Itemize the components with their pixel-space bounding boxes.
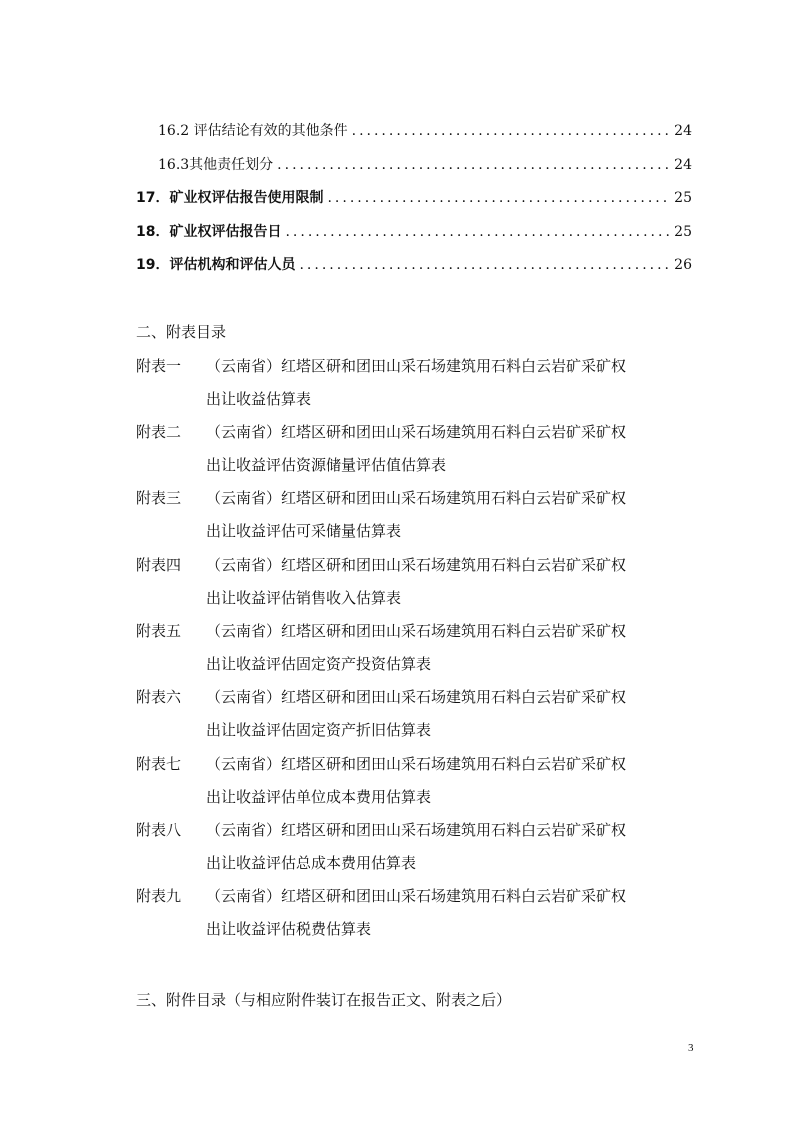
toc-entry-page: 25 [674,224,692,240]
toc-leader-dots [327,190,670,206]
appendix-section-title: 二、附表目录 [136,323,227,341]
toc-entry-label: 18．矿业权评估报告日 [136,224,282,240]
appendix-title-line2: 出让收益评估单位成本费用估算表 [206,788,432,806]
toc-entry-page: 25 [674,190,692,206]
appendix-key: 附表四 [136,556,182,574]
appendix-key: 附表八 [136,821,182,839]
toc-entry-label: 16.2 评估结论有效的其他条件 [158,123,348,139]
page-number: 3 [688,1042,694,1054]
appendix-title-line1: （云南省）红塔区研和团田山采石场建筑用石料白云岩矿采矿权 [206,887,627,905]
appendix-title-line1: （云南省）红塔区研和团田山采石场建筑用石料白云岩矿采矿权 [206,423,627,441]
toc-entry-label: 17．矿业权评估报告使用限制 [136,190,324,206]
toc-entry-label: 16.3其他责任划分 [158,157,274,173]
toc-entry-16-3[interactable] [158,154,692,178]
appendix-title-line2: 出让收益评估可采储量估算表 [206,522,402,540]
appendix-title-line1: （云南省）红塔区研和团田山采石场建筑用石料白云岩矿采矿权 [206,688,627,706]
appendix-key: 附表七 [136,755,182,773]
toc-leader-dots [352,123,671,139]
toc-entry-page: 24 [674,157,692,173]
appendix-key: 附表五 [136,622,182,640]
attachment-section-title: 三、附件目录（与相应附件装订在报告正文、附表之后） [136,991,512,1009]
appendix-title-line2: 出让收益评估税费估算表 [206,920,372,938]
toc-entry-page: 26 [674,257,692,273]
appendix-title-line1: （云南省）红塔区研和团田山采石场建筑用石料白云岩矿采矿权 [206,489,627,507]
appendix-title-line1: （云南省）红塔区研和团田山采石场建筑用石料白云岩矿采矿权 [206,755,627,773]
toc-entry-label: 19．评估机构和评估人员 [136,257,296,273]
toc-entry-17[interactable] [136,187,692,211]
appendix-title-line1: （云南省）红塔区研和团田山采石场建筑用石料白云岩矿采矿权 [206,357,627,375]
toc-entry-18[interactable] [136,221,692,245]
appendix-title-line1: （云南省）红塔区研和团田山采石场建筑用石料白云岩矿采矿权 [206,556,627,574]
toc-leader-dots [285,224,670,240]
appendix-title-line2: 出让收益评估总成本费用估算表 [206,854,417,872]
toc-leader-dots [277,157,670,173]
toc-leader-dots [299,257,670,273]
appendix-key: 附表六 [136,688,182,706]
appendix-title-line2: 出让收益估算表 [206,390,312,408]
appendix-key: 附表三 [136,489,182,507]
appendix-key: 附表二 [136,423,182,441]
appendix-title-line2: 出让收益评估固定资产投资估算表 [206,655,432,673]
toc-entry-page: 24 [674,123,692,139]
appendix-title-line1: （云南省）红塔区研和团田山采石场建筑用石料白云岩矿采矿权 [206,821,627,839]
appendix-title-line1: （云南省）红塔区研和团田山采石场建筑用石料白云岩矿采矿权 [206,622,627,640]
toc-entry-16-2[interactable] [158,120,692,144]
appendix-key: 附表一 [136,357,182,375]
appendix-key: 附表九 [136,887,182,905]
appendix-title-line2: 出让收益评估资源储量评估值估算表 [206,456,447,474]
appendix-title-line2: 出让收益评估销售收入估算表 [206,589,402,607]
toc-entry-19[interactable] [136,254,692,278]
appendix-title-line2: 出让收益评估固定资产折旧估算表 [206,721,432,739]
